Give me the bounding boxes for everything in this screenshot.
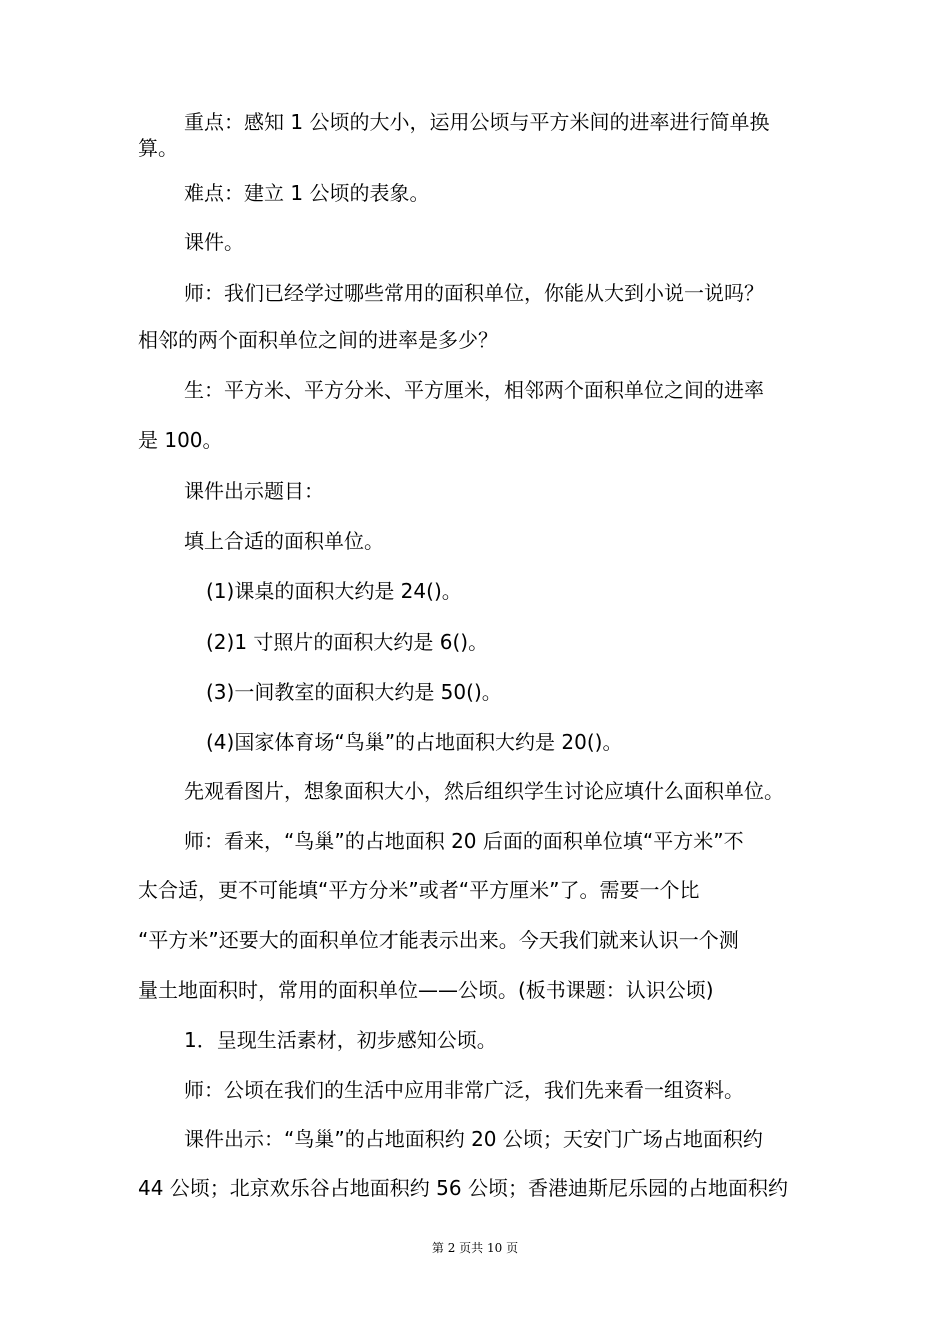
exercise-item-3: (3)一间教室的面积大约是 50()。: [206, 680, 502, 704]
fill-in-instruction: 填上合适的面积单位。: [184, 529, 384, 553]
courseware-data-line-1: 课件出示：“鸟巢”的占地面积约 20 公顷；天安门广场占地面积约: [184, 1127, 763, 1151]
key-point-line: 重点：感知 1 公顷的大小，运用公顷与平方米间的进率进行简单换: [184, 110, 770, 134]
student-answer-line: 生：平方米、平方分米、平方厘米，相邻两个面积单位之间的进率: [184, 378, 764, 402]
key-point-continuation: 算。: [138, 136, 178, 160]
courseware-question-title: 课件出示题目：: [184, 479, 324, 503]
teacher-explanation-line-2: 太合适，更不可能填“平方分米”或者“平方厘米”了。需要一个比: [138, 878, 700, 902]
teacher-question-line: 师：我们已经学过哪些常用的面积单位，你能从大到小说一说吗？: [184, 281, 764, 305]
exercise-item-4: (4)国家体育场“鸟巢”的占地面积大约是 20()。: [206, 730, 623, 754]
difficulty-line: 难点：建立 1 公顷的表象。: [184, 181, 430, 205]
courseware-data-line-2: 44 公顷；北京欢乐谷占地面积约 56 公顷；香港迪斯尼乐园的占地面积约: [138, 1176, 788, 1200]
discussion-line: 先观看图片，想象面积大小，然后组织学生讨论应填什么面积单位。: [184, 779, 784, 803]
student-answer-continuation: 是 100。: [138, 428, 223, 452]
page-footer: 第 2 页共 10 页: [431, 1241, 519, 1255]
teacher-explanation-line-3: “平方米”还要大的面积单位才能表示出来。今天我们就来认识一个测: [138, 928, 739, 952]
teacher-intro-line: 师：公顷在我们的生活中应用非常广泛，我们先来看一组资料。: [184, 1078, 744, 1102]
exercise-item-1: (1)课桌的面积大约是 24()。: [206, 579, 462, 603]
teacher-explanation-line-4: 量土地面积时，常用的面积单位——公顷。(板书课题：认识公顷): [138, 978, 714, 1002]
courseware-line: 课件。: [184, 230, 244, 254]
teacher-explanation-line-1: 师：看来，“鸟巢”的占地面积 20 后面的面积单位填“平方米”不: [184, 829, 744, 853]
section-heading-1: 1．呈现生活素材，初步感知公顷。: [184, 1028, 497, 1052]
teacher-question-continuation: 相邻的两个面积单位之间的进率是多少？: [138, 328, 498, 352]
exercise-item-2: (2)1 寸照片的面积大约是 6()。: [206, 630, 489, 654]
